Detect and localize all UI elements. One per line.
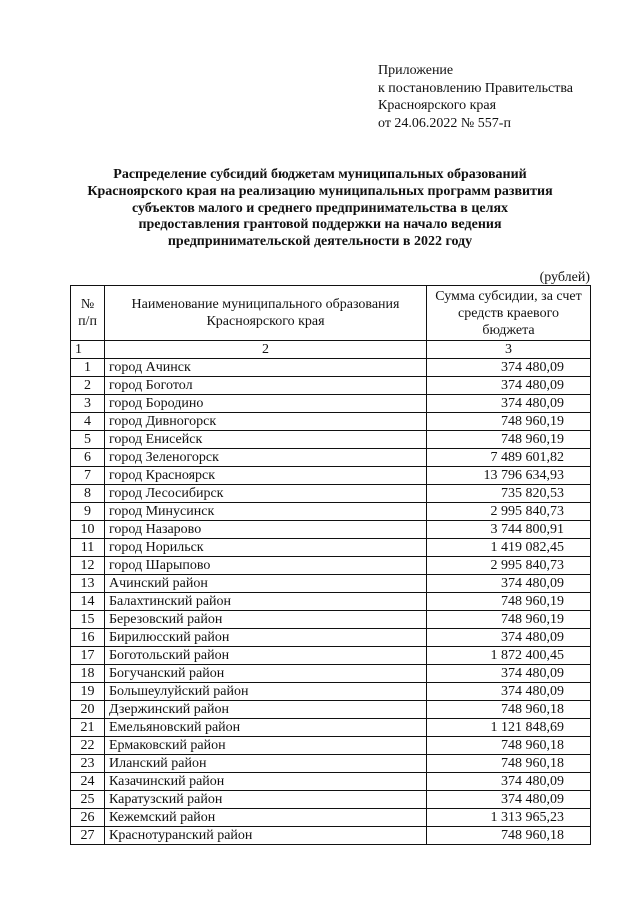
- subsidy-amount: 374 480,09: [427, 773, 591, 791]
- subsidy-amount: 374 480,09: [427, 665, 591, 683]
- subsidy-amount: 3 744 800,91: [427, 521, 591, 539]
- appendix-line: от 24.06.2022 № 557-п: [378, 115, 511, 131]
- row-number: 25: [71, 791, 105, 809]
- column-number: 1: [71, 341, 105, 359]
- table-row: [71, 791, 591, 809]
- municipality-name: Березовский район: [105, 611, 427, 629]
- row-number: 13: [71, 575, 105, 593]
- municipality-name: Казачинский район: [105, 773, 427, 791]
- municipality-name: Каратузский район: [105, 791, 427, 809]
- subsidy-amount: 748 960,19: [427, 431, 591, 449]
- row-number: 4: [71, 413, 105, 431]
- municipality-name: Ермаковский район: [105, 737, 427, 755]
- row-number: 14: [71, 593, 105, 611]
- municipality-name: Большеулуйский район: [105, 683, 427, 701]
- municipality-name: город Боготол: [105, 377, 427, 395]
- municipality-name: город Зеленогорск: [105, 449, 427, 467]
- appendix-line: к постановлению Правительства: [378, 80, 574, 96]
- table-row: [71, 485, 591, 503]
- row-number: 10: [71, 521, 105, 539]
- table-row: [71, 467, 591, 485]
- table-row: [71, 575, 591, 593]
- subsidy-amount: 374 480,09: [427, 377, 591, 395]
- municipality-name: город Норильск: [105, 539, 427, 557]
- table-row: [71, 683, 591, 701]
- subsidy-amount: 748 960,18: [427, 755, 591, 773]
- subsidy-amount: 1 313 965,23: [427, 809, 591, 827]
- table-row: [71, 503, 591, 521]
- table-row: [71, 755, 591, 773]
- currency-unit: (рублей): [539, 270, 590, 285]
- municipality-name: город Назарово: [105, 521, 427, 539]
- municipality-name: Дзержинский район: [105, 701, 427, 719]
- subsidy-amount: 748 960,19: [427, 611, 591, 629]
- subsidy-amount: 748 960,18: [427, 737, 591, 755]
- subsidy-amount: 13 796 634,93: [427, 467, 591, 485]
- municipality-name: город Минусинск: [105, 503, 427, 521]
- table-row: [71, 701, 591, 719]
- subsidy-table: [70, 285, 591, 845]
- table-row: [71, 449, 591, 467]
- municipality-name: город Лесосибирск: [105, 485, 427, 503]
- table-row: [71, 431, 591, 449]
- title-line: предоставления грантовой поддержки на начало ведения: [138, 217, 502, 233]
- subsidy-amount: 7 489 601,82: [427, 449, 591, 467]
- row-number: 11: [71, 539, 105, 557]
- subsidy-amount: 374 480,09: [427, 629, 591, 647]
- municipality-name: город Дивногорск: [105, 413, 427, 431]
- subsidy-amount: 735 820,53: [427, 485, 591, 503]
- municipality-name: Емельяновский район: [105, 719, 427, 737]
- subsidy-amount: 2 995 840,73: [427, 557, 591, 575]
- table-row: [71, 737, 591, 755]
- subsidy-amount: 374 480,09: [427, 683, 591, 701]
- row-number: 24: [71, 773, 105, 791]
- municipality-name: город Шарыпово: [105, 557, 427, 575]
- table-row: [71, 359, 591, 377]
- title-line: Красноярского края на реализацию муниципальных программ развития: [87, 183, 553, 199]
- column-number: 2: [105, 341, 427, 359]
- title-line: Распределение субсидий бюджетам муниципальных образований: [113, 167, 527, 182]
- row-number: 15: [71, 611, 105, 629]
- row-number: 12: [71, 557, 105, 575]
- table-row: [71, 395, 591, 413]
- row-number: 26: [71, 809, 105, 827]
- subsidy-amount: 2 995 840,73: [427, 503, 591, 521]
- table-row: [71, 521, 591, 539]
- row-number: 6: [71, 449, 105, 467]
- municipality-name: Боготольский район: [105, 647, 427, 665]
- row-number: 9: [71, 503, 105, 521]
- municipality-name: Кежемский район: [105, 809, 427, 827]
- title-line: предпринимательской деятельности в 2022 году: [167, 234, 473, 250]
- header-amount: Сумма субсидии, за счет средств краевого бюджета: [427, 286, 591, 341]
- appendix-block: [378, 62, 573, 132]
- row-number: 8: [71, 485, 105, 503]
- municipality-name: Ачинский район: [105, 575, 427, 593]
- row-number: 16: [71, 629, 105, 647]
- row-number: 1: [71, 359, 105, 377]
- table-row: [71, 629, 591, 647]
- title-line: субъектов малого и среднего предпринимательства в целях: [131, 200, 509, 216]
- municipality-name: город Красноярск: [105, 467, 427, 485]
- row-number: 27: [71, 827, 105, 845]
- row-number: 23: [71, 755, 105, 773]
- table-row: [71, 665, 591, 683]
- subsidy-amount: 748 960,18: [427, 827, 591, 845]
- subsidy-amount: 374 480,09: [427, 395, 591, 413]
- row-number: 21: [71, 719, 105, 737]
- document-title: [60, 167, 580, 251]
- table-header-row: [71, 286, 591, 341]
- municipality-name: Бирилюсский район: [105, 629, 427, 647]
- row-number: 7: [71, 467, 105, 485]
- municipality-name: Богучанский район: [105, 665, 427, 683]
- header-num: № п/п: [71, 286, 105, 341]
- row-number: 17: [71, 647, 105, 665]
- municipality-name: Балахтинский район: [105, 593, 427, 611]
- subsidy-amount: 374 480,09: [427, 575, 591, 593]
- table-row: [71, 647, 591, 665]
- table-row: [71, 413, 591, 431]
- table-row: [71, 809, 591, 827]
- header-name: Наименование муниципального образования Красноярского края: [105, 286, 427, 341]
- municipality-name: город Енисейск: [105, 431, 427, 449]
- subsidy-amount: 748 960,18: [427, 701, 591, 719]
- subsidy-amount: 1 419 082,45: [427, 539, 591, 557]
- appendix-line: Приложение: [378, 63, 454, 78]
- table-row: [71, 557, 591, 575]
- appendix-line: Красноярского края: [378, 98, 497, 113]
- table-row: [71, 611, 591, 629]
- subsidy-amount: 374 480,09: [427, 359, 591, 377]
- subsidy-amount: 748 960,19: [427, 593, 591, 611]
- row-number: 3: [71, 395, 105, 413]
- subsidy-amount: 374 480,09: [427, 791, 591, 809]
- row-number: 20: [71, 701, 105, 719]
- table-row: [71, 719, 591, 737]
- subsidy-amount: 748 960,19: [427, 413, 591, 431]
- municipality-name: город Ачинск: [105, 359, 427, 377]
- column-number-row: [71, 341, 591, 359]
- table-row: [71, 377, 591, 395]
- subsidy-amount: 1 121 848,69: [427, 719, 591, 737]
- municipality-name: город Бородино: [105, 395, 427, 413]
- table-row: [71, 827, 591, 845]
- table-body: [71, 359, 591, 845]
- subsidy-amount: 1 872 400,45: [427, 647, 591, 665]
- row-number: 5: [71, 431, 105, 449]
- table-row: [71, 593, 591, 611]
- table-row: [71, 773, 591, 791]
- municipality-name: Краснотуранский район: [105, 827, 427, 845]
- table-row: [71, 539, 591, 557]
- column-number: 3: [427, 341, 591, 359]
- row-number: 2: [71, 377, 105, 395]
- municipality-name: Иланский район: [105, 755, 427, 773]
- row-number: 22: [71, 737, 105, 755]
- row-number: 18: [71, 665, 105, 683]
- row-number: 19: [71, 683, 105, 701]
